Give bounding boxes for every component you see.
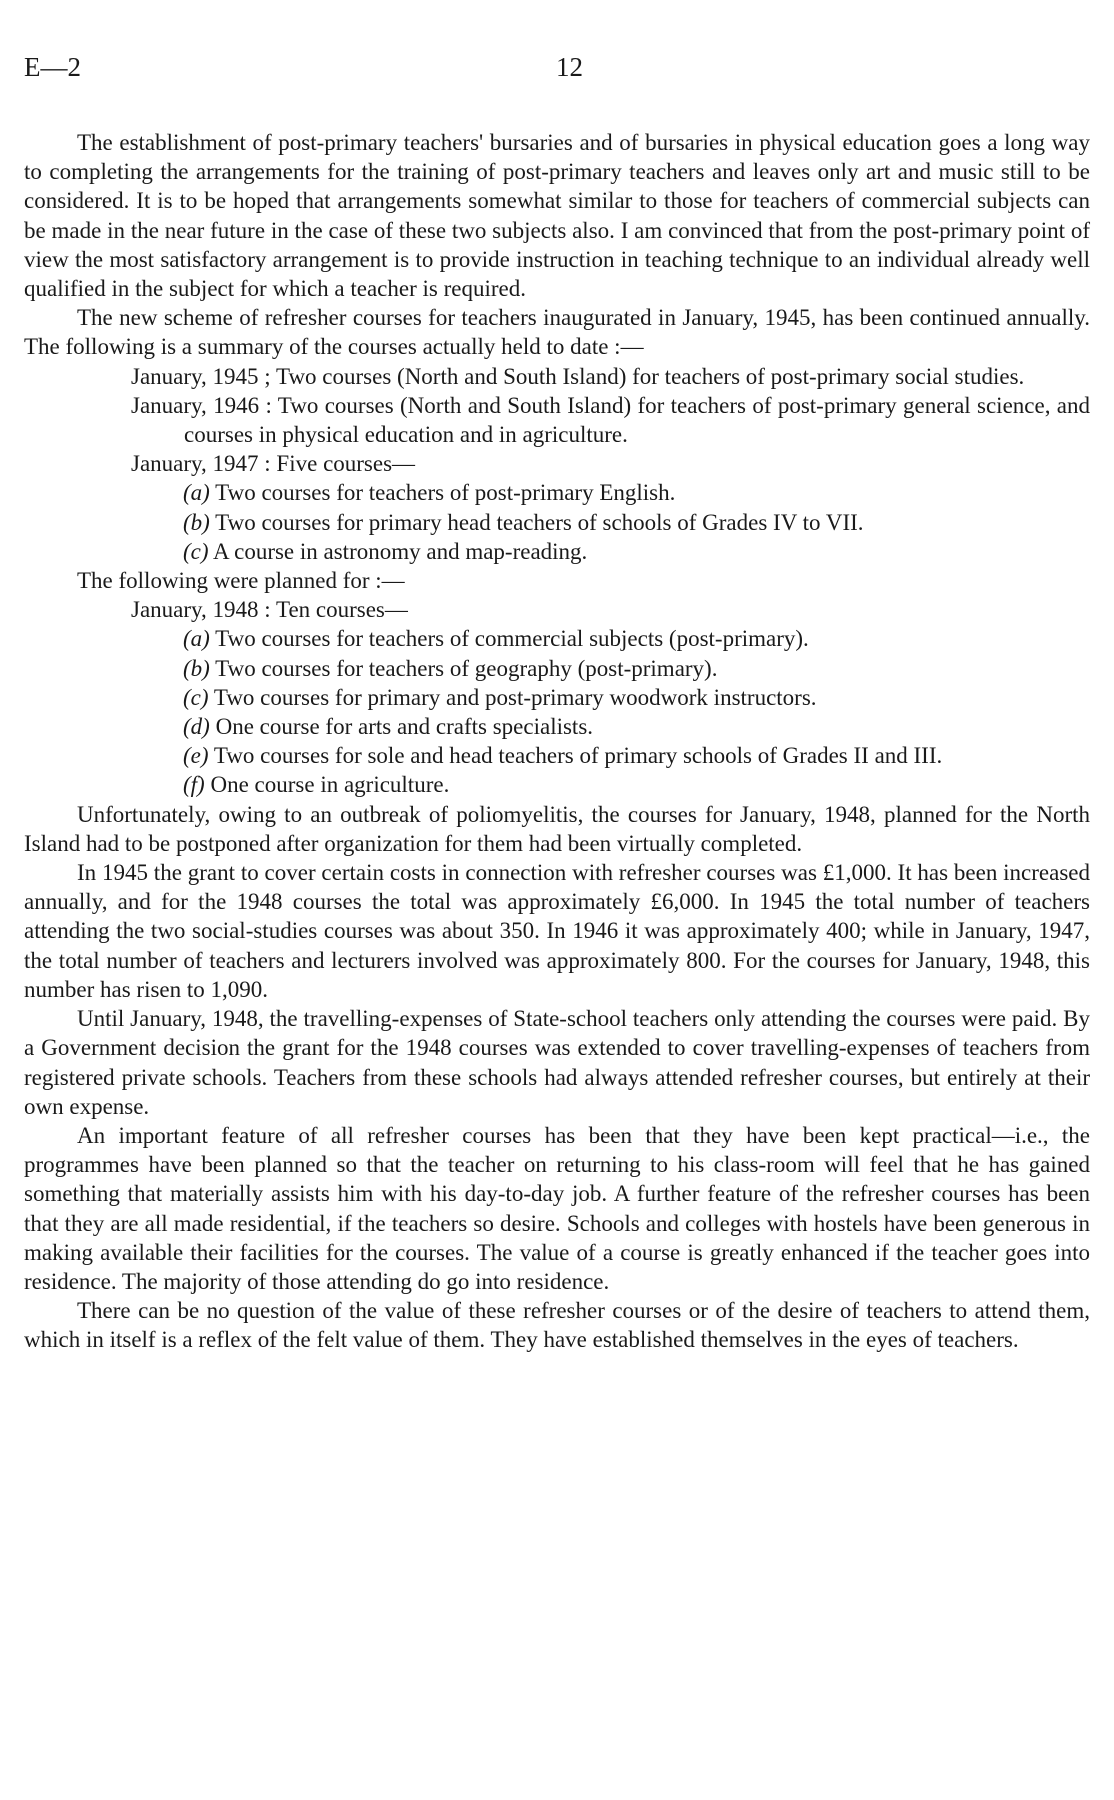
course-entry-jan-1948: January, 1948 : Ten courses—: [131, 597, 408, 623]
sub-item-label: (f): [183, 772, 205, 798]
sub-item-label: (c): [183, 684, 209, 710]
document-body: [24, 128, 1090, 1355]
course-sub-item: [24, 508, 1090, 537]
sub-item-text: Two courses for teachers of commercial subjects (post-primary).: [215, 626, 809, 652]
course-sub-item: [24, 683, 1090, 712]
sub-item-label: (a): [183, 626, 210, 652]
sub-item-text: A course in astronomy and map-reading.: [213, 538, 588, 564]
sub-item-text: Two courses for teachers of post-primary English.: [215, 480, 676, 506]
course-sub-item: [24, 741, 1090, 770]
course-sub-item: [24, 712, 1090, 741]
sub-item-label: (d): [183, 714, 210, 740]
sub-item-text: One course for arts and crafts specialists.: [215, 714, 594, 740]
course-entry-jan-1945: January, 1945 ; Two courses (North and South Island) for teachers of post-primary social studies.: [131, 363, 1025, 389]
course-entry-jan-1947: January, 1947 : Five courses—: [131, 451, 416, 477]
course-sub-item: [24, 654, 1090, 683]
paragraph-travelling-expenses: Until January, 1948, the travelling-expenses of State-school teachers only attending the courses were paid. By a Government decision the grant for the 1948 courses was extended to cover travelling-expenses of teachers from registered private schools. Teachers from these schools had always attended refresher courses, but entirely at their own expense.: [24, 1006, 1090, 1119]
sub-item-text: Two courses for primary head teachers of schools of Grades IV to VII.: [215, 509, 864, 535]
paragraph-poliomyelitis: Unfortunately, owing to an outbreak of poliomyelitis, the courses for January, 1948, planned for the North Island had to be postponed after organization for them had been virtually completed.: [24, 801, 1090, 856]
course-sub-item: [24, 624, 1090, 653]
paragraph-conclusion: There can be no question of the value of these refresher courses or of the desire of teachers to attend them, which in itself is a reflex of the felt value of them. They have established themselves in the eyes of teachers.: [24, 1298, 1090, 1353]
sub-item-label: (c): [183, 538, 209, 564]
sub-item-text: Two courses for teachers of geography (post-primary).: [215, 655, 718, 681]
course-entry-jan-1946: January, 1946 : Two courses (North and South Island) for teachers of post-primary general science, and courses in physical education and in agriculture.: [131, 392, 1090, 448]
document-page: [24, 52, 1090, 1355]
paragraph-bursaries: The establishment of post-primary teachers' bursaries and of bursaries in physical education goes a long way to completing the arrangements for the training of post-primary teachers and leaves only art and music still to be considered. It is to be hoped that arrangements somewhat similar to those for teachers of commercial subjects can be made in the near future in the case of these two subjects also. I am convinced that from the post-primary point of view the most satisfactory arrangement is to provide instruction in teaching technique to an individual already well qualified in the subject for which a teacher is required.: [24, 130, 1090, 302]
page-number: 12: [556, 52, 583, 82]
page-header: [24, 52, 1090, 92]
sub-item-label: (b): [183, 509, 210, 535]
paragraph-grant: In 1945 the grant to cover certain costs in connection with refresher courses was £1,000. It has been increased annually, and for the 1948 courses the total was approximately £6,000. In 1945 the total number of teachers attending the two social-studies courses was about 350. In 1946 it was approximately 400; while in January, 1947, the total number of teachers and lecturers involved was approximately 800. For the courses for January, 1948, this number has risen to 1,090.: [24, 860, 1090, 1002]
course-sub-item: [24, 770, 1090, 799]
sub-item-label: (e): [183, 743, 209, 769]
sub-item-text: One course in agriculture.: [210, 772, 450, 798]
paragraph-planned: The following were planned for :—: [77, 568, 405, 594]
paragraph-refresher-scheme: The new scheme of refresher courses for teachers inaugurated in January, 1945, has been continued annually. The following is a summary of the courses actually held to date :—: [24, 305, 1090, 360]
paragraph-practical-feature: An important feature of all refresher courses has been that they have been kept practical—i.e., the programmes have been planned so that the teacher on returning to his class-room will feel that he has gained something that materially assists him with his day-to-day job. A further feature of the refresher courses has been that they are all made residential, if the teachers so desire. Schools and colleges with hostels have been generous in making available their facilities for the courses. The value of a course is greatly enhanced if the teacher goes into residence. The majority of those attending do go into residence.: [24, 1122, 1090, 1294]
sub-item-text: Two courses for sole and head teachers of primary schools of Grades II and III.: [213, 743, 943, 769]
sub-item-label: (a): [183, 480, 210, 506]
course-sub-item: [24, 537, 1090, 566]
course-sub-item: [24, 478, 1090, 507]
sub-item-text: Two courses for primary and post-primary woodwork instructors.: [213, 684, 817, 710]
sub-item-label: (b): [183, 655, 210, 681]
document-reference: E—2: [24, 52, 81, 82]
